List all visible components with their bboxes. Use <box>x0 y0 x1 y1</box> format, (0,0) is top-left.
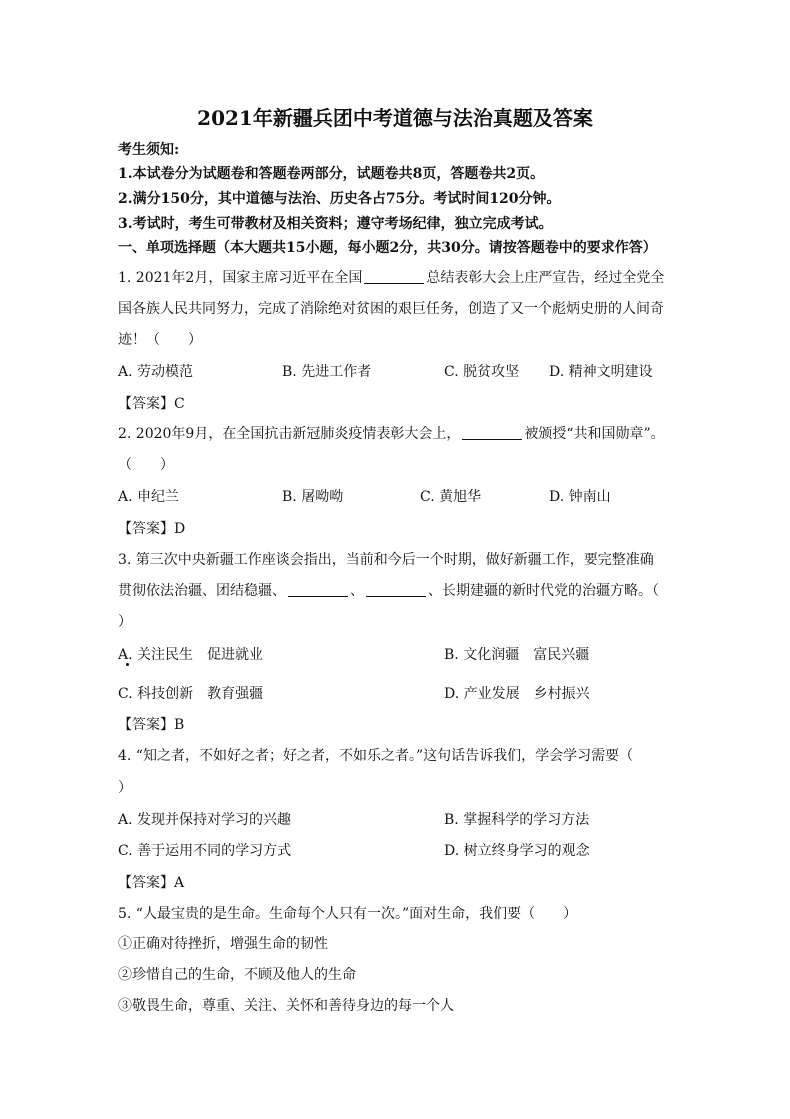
question-1-option-d: D. 精神文明建设 <box>549 364 653 380</box>
question-2-option-d: D. 钟南山 <box>549 489 611 505</box>
question-5-item-1: ①正确对待挫折，增强生命的韧性 <box>118 936 328 952</box>
question-2-line-2: （ ） <box>118 457 174 473</box>
notice-heading: 考生须知: <box>118 142 180 158</box>
notice-item-1: 1.本试卷分为试题卷和答题卷两部分，试题卷共8页，答题卷共2页。 <box>118 166 545 182</box>
question-4-option-b: B. 掌握科学的学习方法 <box>444 812 590 828</box>
question-3-text-b: 、 <box>350 583 364 599</box>
question-1-text-a: 1. 2021年2月，国家主席习近平在全国 <box>118 270 363 286</box>
question-2-answer: 【答案】D <box>118 521 186 537</box>
question-2-option-c: C. 黄旭华 <box>420 489 482 505</box>
question-3-option-c: C. 科技创新 教育强疆 <box>118 686 264 702</box>
question-2-option-a: A. 申纪兰 <box>118 489 180 505</box>
question-2-text-b: 被颁授“共和国勋章”。 <box>524 426 665 442</box>
question-4-option-d: D. 树立终身学习的观念 <box>444 843 590 859</box>
answer-blank <box>462 425 522 440</box>
question-1-answer: 【答案】C <box>118 396 185 412</box>
stray-dot <box>126 663 129 666</box>
question-3-line-3: ） <box>118 614 132 630</box>
question-3-text-c: 、长期建疆的新时代党的治疆方略。（ <box>428 583 659 599</box>
question-3-line-2 <box>118 581 659 601</box>
answer-blank <box>366 582 426 597</box>
page-title: 2021年新疆兵团中考道德与法治真题及答案 <box>197 106 593 130</box>
question-1-option-b: B. 先进工作者 <box>282 364 372 380</box>
answer-blank <box>288 582 348 597</box>
question-3-answer: 【答案】B <box>118 717 185 733</box>
question-5-item-3: ③敬畏生命，尊重、关注、关怀和善待身边的每一个人 <box>118 998 454 1014</box>
question-1-option-c: C. 脱贫攻坚 <box>444 364 520 380</box>
question-1-text-b: 总结表彰大会上庄严宣告，经过全党全 <box>426 270 665 286</box>
question-2-text-a: 2. 2020年9月，在全国抗击新冠肺炎疫情表彰大会上， <box>118 426 461 442</box>
question-1-line-2: 国各族人民共同努力，完成了消除绝对贫困的艰巨任务，创造了又一个彪炳史册的人间奇 <box>118 301 664 317</box>
answer-blank <box>364 269 424 284</box>
notice-item-2: 2.满分150分，其中道德与法治、历史各占75分。考试时间120分钟。 <box>118 191 561 207</box>
question-4-line-2: ） <box>118 780 132 796</box>
question-4-answer: 【答案】A <box>118 875 185 891</box>
question-2-line-1 <box>118 424 665 444</box>
question-5-item-2: ②珍惜自己的生命，不顾及他人的生命 <box>118 967 356 983</box>
question-1-line-1 <box>118 268 664 288</box>
question-4-option-c: C. 善于运用不同的学习方式 <box>118 843 292 859</box>
notice-item-3: 3.考试时，考生可带教材及相关资料；遵守考场纪律，独立完成考试。 <box>118 216 553 232</box>
section-heading: 一、单项选择题（本大题共15小题，每小题2分，共30分。请按答题卷中的要求作答） <box>118 240 657 256</box>
question-1-option-a: A. 劳动模范 <box>118 364 194 380</box>
question-4-line-1: 4. “知之者，不如好之者；好之者，不如乐之者。”这句话告诉我们，学会学习需要（ <box>118 748 634 764</box>
question-4-option-a: A. 发现并保持对学习的兴趣 <box>118 812 292 828</box>
question-1-line-3: 迹！（ ） <box>118 332 202 348</box>
question-2-option-b: B. 屠呦呦 <box>282 489 344 505</box>
question-3-text-a: 贯彻依法治疆、团结稳疆、 <box>118 583 286 599</box>
question-3-option-a: A. 关注民生 促进就业 <box>118 647 264 663</box>
question-3-line-1: 3. 第三次中央新疆工作座谈会指出，当前和今后一个时期，做好新疆工作，要完整准确 <box>118 552 654 568</box>
question-3-option-d: D. 产业发展 乡村振兴 <box>444 686 590 702</box>
question-5-line-1: 5. “人最宝贵的是生命。生命每个人只有一次。”面对生命，我们要（ ） <box>118 906 578 922</box>
question-3-option-b: B. 文化润疆 富民兴疆 <box>444 647 590 663</box>
